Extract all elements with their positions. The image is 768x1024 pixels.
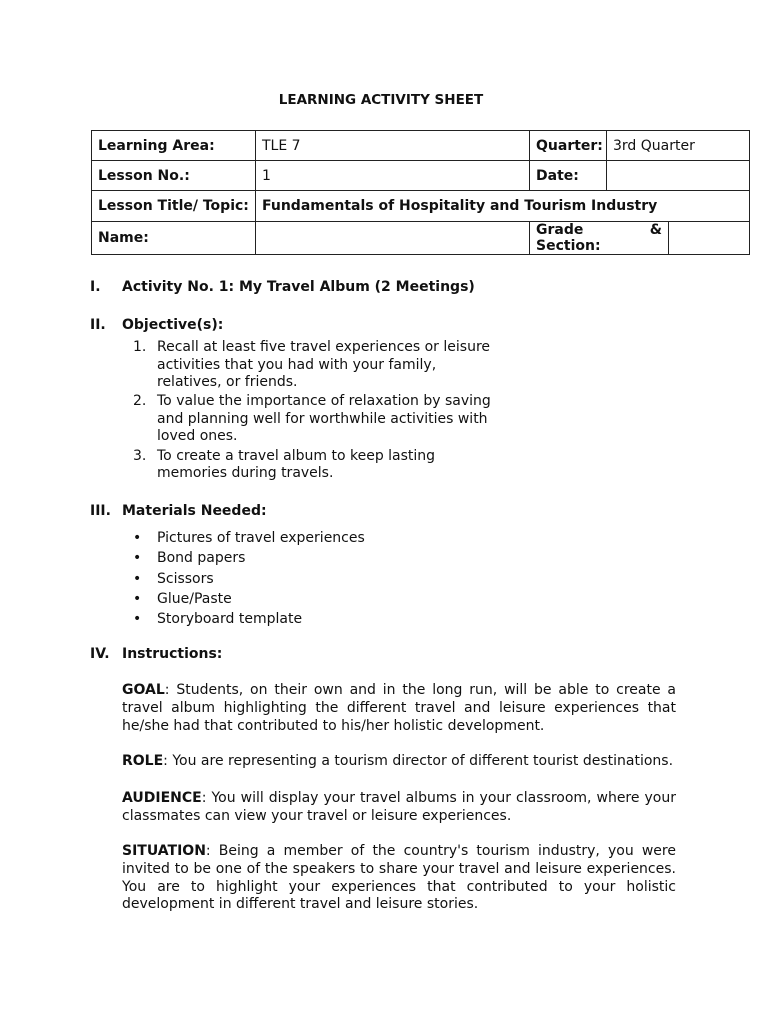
lesson-no-label: Lesson No.: — [92, 161, 256, 191]
audience-text: : You will display your travel albums in your classroom, where your classmates can view your travel or leisure experiences. — [122, 790, 676, 824]
bullet-icon: • — [133, 611, 142, 628]
objective-text: To create a travel album to keep lasting memories during travels. — [157, 447, 436, 482]
grade-amp: & — [649, 222, 662, 238]
situation-paragraph — [122, 843, 676, 914]
list-item — [133, 569, 365, 589]
list-item — [133, 447, 497, 483]
quarter-value: 3rd Quarter — [607, 131, 750, 161]
role-text: : You are representing a tourism director of different tourist destinations. — [163, 753, 674, 769]
goal-paragraph — [122, 682, 676, 735]
materials-list — [133, 528, 365, 629]
grade-section-label — [530, 222, 669, 255]
quarter-label: Quarter: — [530, 131, 607, 161]
learning-area-value: TLE 7 — [256, 131, 530, 161]
list-number: 1. — [133, 339, 147, 355]
situation-label: SITUATION — [122, 843, 206, 859]
objective-text: To value the importance of relaxation by saving and planning well for worthwhile activities with loved ones. — [157, 393, 491, 445]
material-text: Scissors — [157, 570, 214, 587]
material-text: Bond papers — [157, 550, 246, 567]
date-label: Date: — [530, 161, 607, 191]
bullet-icon: • — [133, 550, 142, 567]
bullet-icon: • — [133, 570, 142, 587]
instructions-number: IV. — [90, 646, 110, 662]
role-paragraph — [122, 753, 676, 771]
material-text: Glue/Paste — [157, 590, 232, 607]
materials-title: Materials Needed: — [122, 503, 267, 519]
goal-label: GOAL — [122, 682, 165, 698]
goal-text: : Students, on their own and in the long run, will be able to create a travel album highlighting the different travel and leisure experiences that he/she had that contributed to his/her holistic development. — [122, 682, 676, 734]
bullet-icon: • — [133, 530, 142, 546]
list-item — [133, 528, 365, 548]
objectives-list — [133, 339, 497, 484]
list-number: 3. — [133, 447, 147, 464]
name-label: Name: — [92, 222, 256, 255]
lesson-title-value: Fundamentals of Hospitality and Tourism Industry — [256, 191, 750, 222]
objectives-title: Objective(s): — [122, 317, 224, 333]
list-item — [133, 548, 365, 568]
section-label: Section: — [536, 238, 601, 254]
list-item — [133, 589, 365, 609]
date-value[interactable] — [607, 161, 750, 191]
name-value[interactable] — [256, 222, 530, 255]
material-text: Pictures of travel experiences — [157, 530, 365, 546]
list-item — [133, 393, 497, 446]
instructions-title: Instructions: — [122, 646, 223, 662]
list-item — [133, 339, 497, 392]
list-number: 2. — [133, 393, 147, 410]
grade-label: Grade — [536, 222, 584, 238]
lesson-title-label: Lesson Title/ Topic: — [92, 191, 256, 222]
grade-section-value[interactable] — [669, 222, 750, 255]
activity-number: I. — [90, 279, 101, 295]
materials-number: III. — [90, 503, 111, 519]
bullet-icon: • — [133, 590, 142, 607]
objectives-number: II. — [90, 317, 106, 333]
learning-area-label: Learning Area: — [92, 131, 256, 161]
audience-label: AUDIENCE — [122, 790, 202, 806]
info-table — [91, 130, 750, 255]
material-text: Storyboard template — [157, 611, 303, 628]
audience-paragraph — [122, 790, 676, 826]
situation-text: : Being a member of the country's tourism industry, you were invited to be one of the speakers to share your travel and leisure experiences. You are to highlight your experiences that contributed to your holistic development in different travel and leisure stories. — [122, 843, 676, 913]
list-item — [133, 609, 365, 629]
page-title: LEARNING ACTIVITY SHEET — [278, 92, 484, 108]
role-label: ROLE — [122, 753, 164, 769]
lesson-no-value: 1 — [256, 161, 530, 191]
activity-title: Activity No. 1: My Travel Album (2 Meetings) — [122, 279, 475, 295]
objective-text: Recall at least five travel experiences or leisure activities that you had with your family, relatives, or friends. — [157, 339, 491, 391]
